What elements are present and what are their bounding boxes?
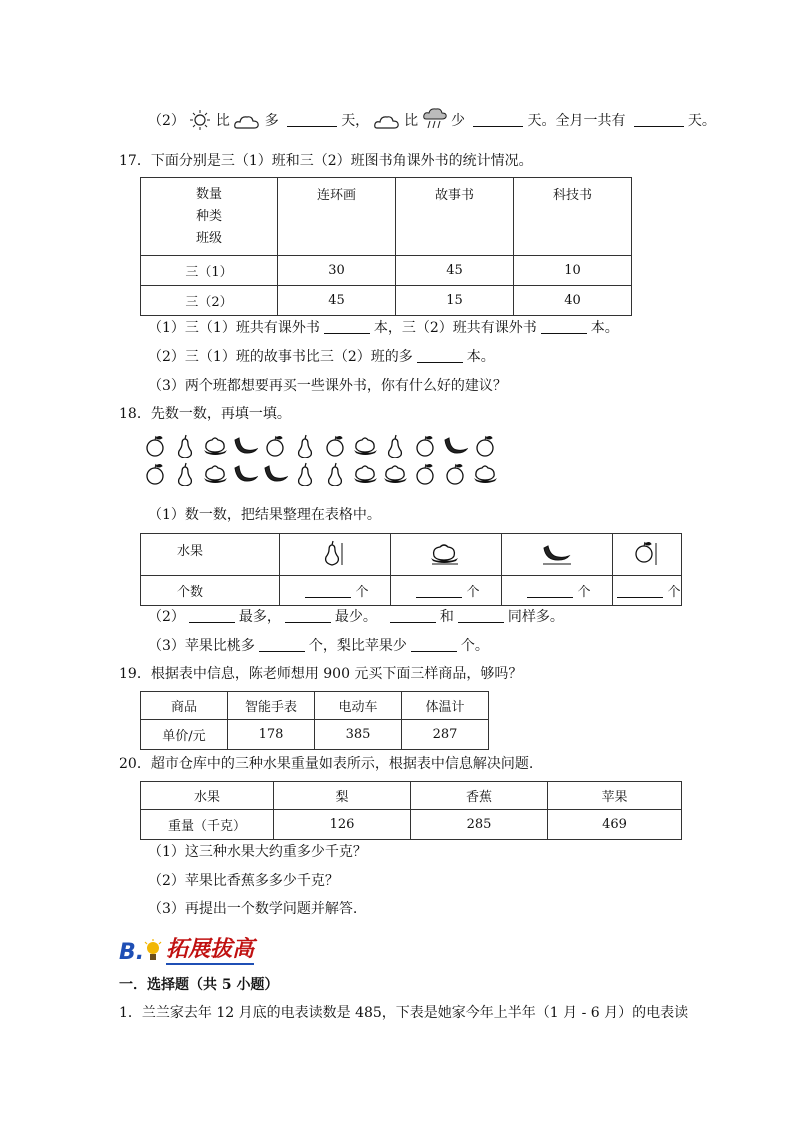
peach-icon [472, 462, 498, 486]
q20-sub2: （2）苹果比香蕉多多少千克？ [148, 873, 339, 889]
pear-icon [382, 434, 408, 458]
table-row: 三（1） 30 45 10 [141, 256, 632, 286]
answer-blank[interactable] [259, 637, 305, 652]
column-header: 连环画 [278, 178, 396, 256]
q20-sub3: （3）再提出一个数学问题并解答. [148, 901, 358, 917]
q17-title: 17．下面分别是三（1）班和三（2）班图书角课外书的统计情况。 [119, 153, 533, 169]
q19-table: 商品 智能手表 电动车 体温计 单价/元 178 385 287 [140, 691, 489, 750]
apple-icon [322, 434, 348, 458]
q19-title: 19．根据表中信息，陈老师想用 900 元买下面三样商品，够吗？ [119, 666, 523, 682]
q20-table: 水果 梨 香蕉 苹果 重量（千克） 126 285 469 [140, 781, 682, 840]
peach-icon [202, 434, 228, 458]
apple-icon [472, 434, 498, 458]
apple-icon [412, 434, 438, 458]
cloud-icon [374, 114, 400, 130]
apple-icon [442, 462, 468, 486]
answer-blank[interactable] [390, 608, 436, 623]
rain-cloud-icon [423, 108, 447, 130]
lightbulb-icon [144, 939, 162, 965]
banana-icon [540, 540, 574, 566]
cloud-icon [234, 114, 260, 130]
q20-sub1: （1）这三种水果大约重多少千克？ [148, 844, 367, 860]
fruit-row [142, 434, 498, 458]
banana-icon [232, 434, 258, 458]
q16-sub2: （2） 比 多 天， 比 少 天。全月一共有 天。 [148, 108, 716, 131]
p1-text: 1．兰兰家去年 12 月底的电表读数是 485，下表是她家今年上半年（1 月 - 6 月）的电表读 [119, 1005, 689, 1021]
answer-blank[interactable] [473, 112, 523, 127]
answer-blank[interactable] [416, 583, 462, 598]
answer-blank[interactable] [285, 608, 331, 623]
q18-sub2: （2） 最多， 最少。 和 同样多。 [148, 609, 564, 625]
pear-icon [172, 434, 198, 458]
peach-icon [428, 540, 464, 566]
answer-blank[interactable] [527, 583, 573, 598]
apple-icon [412, 462, 438, 486]
fruit-row [142, 462, 498, 486]
apple-icon [262, 434, 288, 458]
answer-blank[interactable] [541, 319, 587, 334]
section-b-heading: B. 拓展拔高 [119, 932, 254, 965]
peach-icon [202, 462, 228, 486]
q18-sub1: （1）数一数，把结果整理在表格中。 [148, 507, 381, 523]
q17-table [140, 177, 632, 316]
pear-icon [172, 462, 198, 486]
q17-sub1: （1）三（1）班共有课外书 本，三（2）班共有课外书 本。 [148, 320, 619, 336]
banana-icon [232, 462, 258, 486]
pear-cell [280, 534, 391, 576]
answer-blank[interactable] [324, 319, 370, 334]
peach-cell [391, 534, 502, 576]
pear-icon [320, 539, 350, 567]
answer-blank[interactable] [189, 608, 235, 623]
q17-sub2: （2）三（1）班的故事书比三（2）班的多 本。 [148, 349, 495, 365]
answer-blank[interactable] [411, 637, 457, 652]
part1-title: 一．选择题（共 5 小题） [119, 977, 279, 993]
sun-icon [189, 110, 211, 130]
q18-table: 水果 个数 个 个 个 个 [140, 533, 682, 606]
pear-icon [292, 462, 318, 486]
answer-blank[interactable] [617, 583, 663, 598]
q18-title: 18．先数一数，再填一填。 [119, 406, 291, 422]
banana-cell [502, 534, 613, 576]
header-corner: 数量 种类 班级 [141, 178, 278, 256]
apple-cell [613, 534, 682, 576]
q17-sub3: （3）两个班都想要再买一些课外书，你有什么好的建议？ [148, 378, 507, 394]
column-header: 故事书 [396, 178, 514, 256]
pear-icon [322, 462, 348, 486]
answer-blank[interactable] [305, 583, 351, 598]
peach-icon [382, 462, 408, 486]
peach-icon [352, 434, 378, 458]
answer-blank[interactable] [287, 112, 337, 127]
answer-blank[interactable] [634, 112, 684, 127]
column-header: 科技书 [514, 178, 632, 256]
apple-icon [142, 434, 168, 458]
apple-icon [142, 462, 168, 486]
banana-icon [262, 462, 288, 486]
q18-sub3: （3）苹果比桃多 个，梨比苹果少 个。 [148, 638, 489, 654]
banana-icon [442, 434, 468, 458]
q20-title: 20．超市仓库中的三种水果重量如表所示，根据表中信息解决问题. [119, 756, 534, 772]
peach-icon [352, 462, 378, 486]
pear-icon [292, 434, 318, 458]
answer-blank[interactable] [417, 348, 463, 363]
table-row: 三（2） 45 15 40 [141, 286, 632, 316]
answer-blank[interactable] [458, 608, 504, 623]
apple-icon [631, 539, 663, 567]
